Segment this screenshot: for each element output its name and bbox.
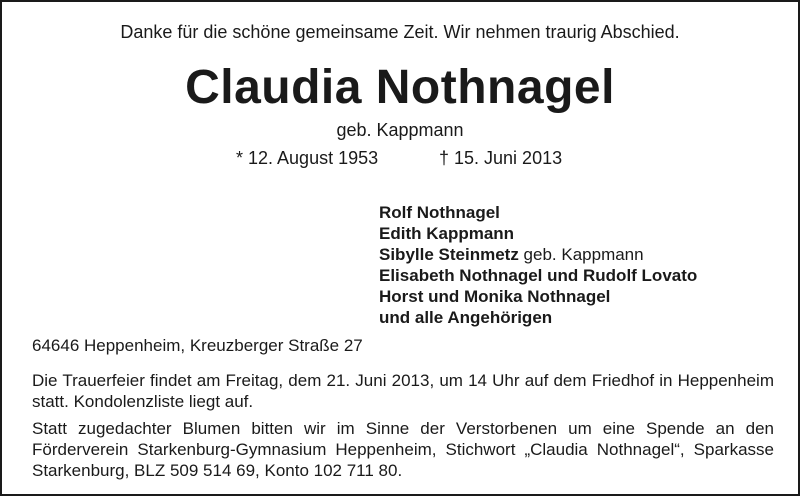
intro-text: Danke für die schöne gemeinsame Zeit. Wir nehmen traurig Abschied. — [120, 22, 680, 42]
mourners-list — [379, 202, 697, 328]
mourner-suffix: geb. Kappmann — [518, 245, 644, 264]
address: 64646 Heppenheim, Kreuzberger Straße 27 — [32, 336, 363, 355]
funeral-info: Die Trauerfeier findet am Freitag, dem 21. Juni 2013, um 14 Uhr auf dem Friedhof in Heppenheim statt. Kondolenzliste liegt auf. — [32, 371, 774, 411]
mourner-line — [379, 202, 697, 223]
birth-date: * 12. August 1953 — [236, 148, 379, 168]
mourner-line — [379, 223, 697, 244]
mourner-name: Edith Kappmann — [379, 224, 515, 243]
death-date: † 15. Juni 2013 — [439, 148, 563, 168]
birth-name: geb. Kappmann — [336, 120, 464, 140]
deceased-name: Claudia Nothnagel — [185, 61, 615, 114]
mourner-name: Rolf Nothnagel — [379, 203, 500, 222]
mourner-line — [379, 265, 697, 286]
mourner-line — [379, 286, 697, 307]
mourner-line — [379, 307, 697, 328]
mourner-name: Sibylle Steinmetz — [379, 245, 519, 264]
donation-info: Statt zugedachter Blumen bitten wir im Sinne der Verstorbenen um eine Spende an den Förderverein Starkenburg-Gymnasium Heppenheim, Stichwort „Claudia Nothnagel“, Sparkasse Starkenburg, BLZ 509 514 69, Konto 102 711 80. — [32, 419, 774, 480]
mourner-line — [379, 244, 697, 265]
mourner-name: Horst und Monika Nothnagel — [379, 287, 611, 306]
mourner-name: und alle Angehörigen — [379, 308, 553, 327]
mourner-name: Elisabeth Nothnagel und Rudolf Lovato — [379, 266, 698, 285]
